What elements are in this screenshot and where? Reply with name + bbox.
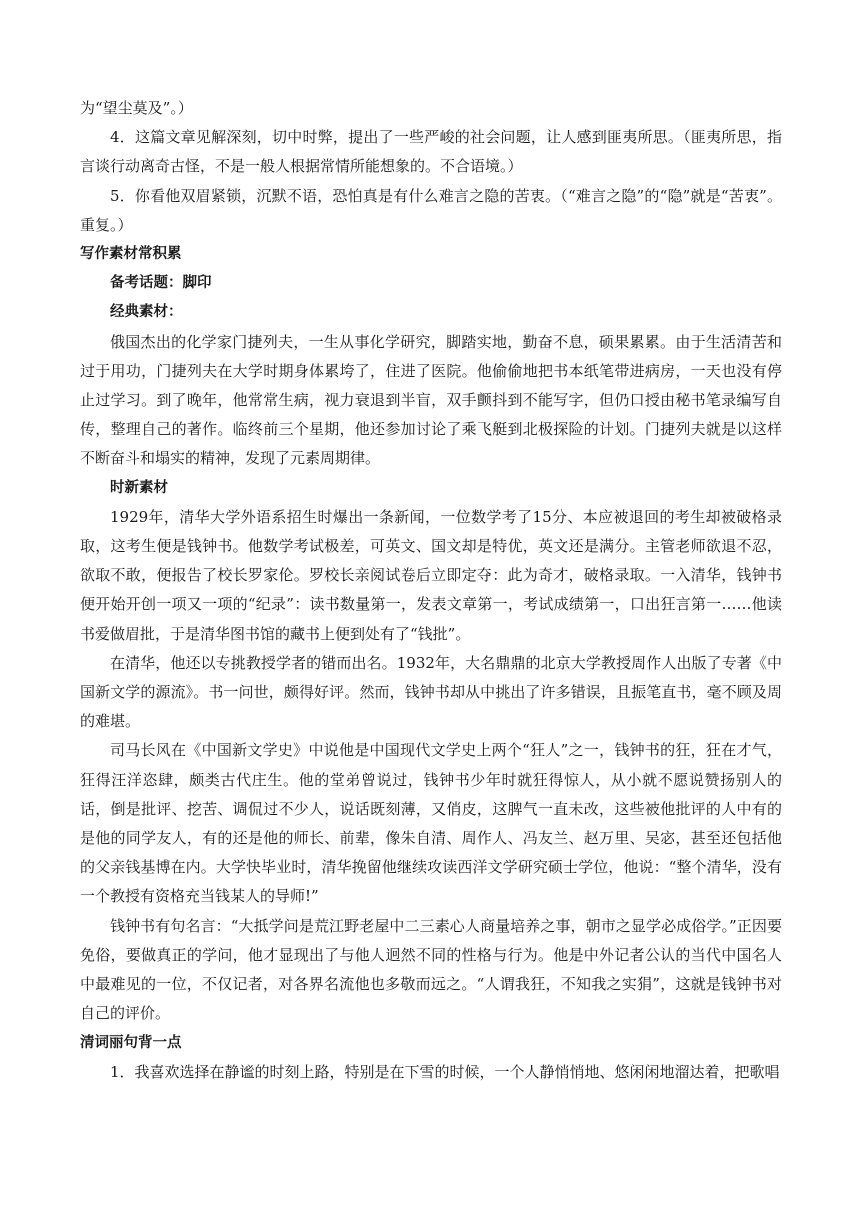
paragraph-item-4: 4．这篇文章见解深刻，切中时弊，提出了一些严峻的社会问题，让人感到匪夷所思。（匪夷所思，指言谈行动离奇古怪，不是一般人根据常情所能想象的。不合语境。） [80,128,782,176]
paragraph-mendeleev: 俄国杰出的化学家门捷列夫，一生从事化学研究，脚踏实地，勤奋不息，硕果累累。由于生活清苦和过于用功，门捷列夫在大学时期身体累垮了，住进了医院。他偷偷地把书本纸笔带进病房，一天也没有停止过学习。到了晚年，他常常生病，视力衰退到半盲，双手颤抖到不能写字，但仍口授由秘书笔录编写自传，整理自己的著作。临终前三个星期，他还参加讨论了乘飞艇到北极探险的计划。门捷列夫就是以这样不断奋斗和塌实的精神，发现了元素周期律。 [80,332,782,468]
paragraph-sentence-1: 1．我喜欢选择在静谧的时刻上路，特别是在下雪的时候，一个人静悄悄地、悠闲闲地溜达着，把歌唱 [110,1062,780,1081]
paragraph-item-5: 5．你看他双眉紧锁，沉默不语，恐怕真是有什么难言之隐的苦衷。（“难言之隐”的“隐”就是“苦衷”。重复。） [80,186,782,234]
paragraph-qian-quote: 钱钟书有句名言：“大抵学问是荒江野老屋中二三素心人商量培养之事，朝市之显学必成俗学。”正因要免俗，要做真正的学问，他才显现出了与他人迥然不同的性格与行为。他是中外记者公认的当代中国名人中最难见的一位，不仅记者，对各界名流他也多敬而远之。“人谓我狂，不知我之实狷”，这就是钱钟书对自己的评价。 [80,916,782,1023]
new-material-heading: 时新素材 [110,479,168,496]
paragraph-continuation: 为“望尘莫及”。） [80,99,193,117]
paragraph-qian-madman: 司马长风在《中国新文学史》中说他是中国现代文学史上两个“狂人”之一，钱钟书的狂，狂在才气，狂得汪洋恣肆，颇类古代庄生。他的堂弟曾说过，钱钟书少年时就狂得惊人，从小就不愿说赞扬别人的话，倒是批评、挖苦、调侃过不少人，说话既刻薄，又俏皮，这脾气一直未改，这些被他批评的人中有的是他的同学友人，有的还是他的师长、前辈，像朱自清、周作人、冯友兰、赵万里、吴宓，甚至还包括他的父亲钱基博在内。大学快毕业时，清华挽留他继续攻读西洋文学研究硕士学位，他说：“整个清华，没有一个教授有资格充当钱某人的导师!” [80,741,782,906]
document-page [80,94,782,1087]
topic-heading: 备考话题：脚印 [110,275,212,292]
paragraph-qian-tsinghua: 在清华，他还以专挑教授学者的错而出名。1932年，大名鼎鼎的北京大学教授周作人出版了专著《中国新文学的源流》。书一问世，颇得好评。然而，钱钟书却从中挑出了许多错误，且振笔直书，毫不顾及周的难堪。 [80,653,782,731]
classic-material-heading: 经典素材： [110,304,183,321]
section-heading-beautiful-sentences: 清词丽句背一点 [80,1034,182,1051]
paragraph-qian-1929: 1929年，清华大学外语系招生时爆出一条新闻，一位数学考了15分、本应被退回的考生却被破格录取，这考生便是钱钟书。他数学考试极差，可英文、国文却是特优，英文还是满分。主管老师欲退不忍，欲取不敢，便报告了校长罗家伦。罗校长亲阅试卷后立即定夺：此为奇才，破格录取。一入清华，钱钟书便开始开创一项又一项的“纪录”：读书数量第一，发表文章第一，考试成绩第一，口出狂言第一……他读书爱做眉批，于是清华图书馆的藏书上便到处有了“钱批”。 [80,507,782,643]
section-heading-writing-material: 写作素材常积累 [80,246,182,263]
